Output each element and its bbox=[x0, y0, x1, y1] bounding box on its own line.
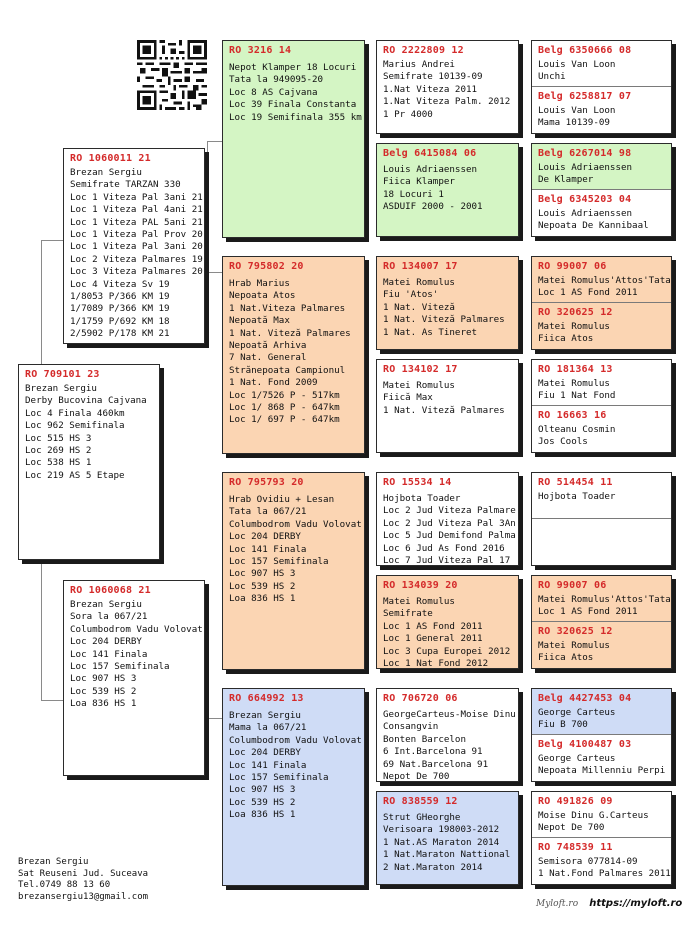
ring-number: RO 16663 16 bbox=[538, 410, 607, 421]
card-line: Fiu 1 Nat Fond bbox=[538, 390, 616, 402]
pedigree-entry-gen5-16[interactable] bbox=[532, 838, 671, 881]
card-lines bbox=[377, 704, 518, 782]
card-line: 1 Pr 4000 bbox=[383, 108, 433, 120]
card-line: Loc 6 Jud As Fond 2016 bbox=[383, 542, 505, 554]
card-lines bbox=[532, 637, 671, 665]
card-line: 1 Nat. Viteză bbox=[383, 301, 455, 313]
card-line: GeorgeCarteus-Moise Dinu bbox=[383, 709, 516, 720]
card-line: George Carteus bbox=[538, 753, 616, 764]
pedigree-card-gen5-pair-1[interactable] bbox=[531, 40, 672, 134]
card-line: 1 Nat. Viteză Palmares bbox=[229, 327, 351, 339]
card-line: 1.Nat Viteza Palm. 2012 bbox=[383, 96, 511, 108]
card-line: Loc 1 Viteza Pal 4ani 21 bbox=[70, 204, 203, 216]
ring-number: RO 134007 17 bbox=[383, 261, 458, 272]
card-line: Nepot Klamper 18 Locuri bbox=[229, 62, 357, 73]
card-line: Loc 1 Viteza PAL 5ani 21 bbox=[70, 216, 203, 228]
card-lines bbox=[223, 704, 364, 822]
ring-number: Belg 6258817 07 bbox=[538, 91, 632, 102]
card-line: Columbodrom Vadu Volovat bbox=[229, 734, 362, 746]
card-line: Loc 1/ 697 P - 647km bbox=[229, 414, 340, 426]
qr-code-icon bbox=[137, 40, 207, 110]
pedigree-card-gen4-8[interactable] bbox=[376, 791, 519, 885]
pedigree-card-sire[interactable] bbox=[63, 148, 205, 344]
card-line: Loc 1 Viteza Pal Prov 20 bbox=[70, 229, 203, 241]
connector-line bbox=[207, 141, 208, 201]
pedigree-card-gen4-3[interactable] bbox=[376, 256, 519, 350]
card-line: Loc 1 Nat Fond 2012 bbox=[383, 658, 489, 669]
card-lines bbox=[532, 591, 671, 619]
card-lines bbox=[377, 159, 518, 214]
connector-line bbox=[207, 272, 223, 273]
card-lines bbox=[532, 704, 671, 732]
card-line: Tata la 067/21 bbox=[229, 506, 307, 518]
pedigree-entry-gen5-12[interactable] bbox=[532, 622, 671, 665]
pedigree-card-gen5-pair-6[interactable] bbox=[531, 575, 672, 669]
pedigree-entry-gen5-13[interactable] bbox=[532, 689, 671, 732]
card-line: Loc 1 Viteza Pal 3ani 20 bbox=[70, 241, 203, 253]
card-line: Unchi bbox=[538, 71, 566, 83]
card-line: 1 Nat. Fond 2009 bbox=[229, 377, 318, 389]
card-line: Fiica Atos bbox=[538, 333, 594, 345]
card-lines bbox=[223, 272, 364, 427]
card-line: Brezan Sergiu bbox=[229, 710, 301, 721]
card-line: 6 Int.Barcelona 91 bbox=[383, 746, 483, 758]
ring-number: RO 664992 13 bbox=[229, 693, 304, 704]
card-line: Nepoată Arhiva bbox=[229, 340, 307, 352]
card-line: Brezan Sergiu bbox=[25, 383, 97, 394]
card-line: Hojbota Toader bbox=[538, 491, 616, 502]
card-line: Loc 907 HS 3 bbox=[70, 673, 137, 685]
card-line: Mama 10139-09 bbox=[538, 117, 610, 129]
card-line: Loc 2 Jud Viteza Pal 3An bbox=[383, 517, 516, 529]
card-line: Loc 4 Finala 460km bbox=[25, 407, 125, 419]
card-line: Verisoara 198003-2012 bbox=[383, 824, 500, 836]
pedigree-entry-gen5-15[interactable] bbox=[532, 792, 671, 835]
ring-number: RO 709101 23 bbox=[25, 369, 100, 380]
card-line: Semifrate TARZAN 330 bbox=[70, 179, 181, 191]
ring-number: RO 795793 20 bbox=[229, 477, 304, 488]
ring-number: RO 320625 12 bbox=[538, 307, 613, 318]
card-line: Loc 7 Jud Viteza Pal 17 bbox=[383, 555, 511, 566]
ring-number: RO 491826 09 bbox=[538, 796, 613, 807]
ring-number: RO 2222809 12 bbox=[383, 45, 464, 56]
card-line: Mama la 067/21 bbox=[229, 722, 307, 734]
card-lines bbox=[64, 596, 204, 711]
pedigree-card-gen4-2[interactable] bbox=[376, 143, 519, 237]
owner-email[interactable]: brezansergiu13@gmail.com bbox=[18, 891, 149, 902]
card-line: 2/5902 P/178 KM 21 bbox=[70, 328, 170, 340]
ring-number: RO 3216 14 bbox=[229, 45, 292, 56]
card-line: Loc 515 HS 3 bbox=[25, 432, 92, 444]
card-line: Loc 19 Semifinala 355 km bbox=[229, 111, 362, 123]
card-line: ASDUIF 2000 - 2001 bbox=[383, 201, 483, 213]
pedigree-entry-gen5-1[interactable] bbox=[532, 41, 671, 84]
card-lines bbox=[223, 488, 364, 606]
card-line: Loc 2 Viteza Palmares 19 bbox=[70, 253, 203, 265]
pedigree-entry-gen5-2[interactable] bbox=[532, 87, 671, 130]
card-line: Loc 1/7526 P - 517km bbox=[229, 389, 340, 401]
ring-number: RO 706720 06 bbox=[383, 693, 458, 704]
card-line: 1/1759 P/692 KM 18 bbox=[70, 315, 170, 327]
card-lines bbox=[377, 807, 518, 874]
card-line: Loc 1 General 2011 bbox=[383, 633, 483, 645]
card-line: Nepot De 700 bbox=[538, 822, 605, 834]
pedigree-entry-gen5-10[interactable] bbox=[532, 519, 671, 523]
card-line: Derby Bucovina Cajvana bbox=[25, 395, 147, 407]
card-lines bbox=[532, 807, 671, 835]
ring-number: RO 134102 17 bbox=[383, 364, 458, 375]
card-line: 1 Nat.AS Maraton 2014 bbox=[383, 836, 500, 848]
pedigree-card-gen3-1[interactable] bbox=[222, 40, 365, 238]
card-line: 1 Nat.Viteza Palmares bbox=[229, 302, 346, 314]
ring-number bbox=[532, 519, 671, 523]
card-line: Loc 39 Finala Constanta bbox=[229, 99, 357, 111]
pedigree-entry-gen5-6[interactable] bbox=[532, 303, 671, 346]
card-line: 1 Nat.Fond Palmares 2011 bbox=[538, 868, 671, 880]
pedigree-card-gen4-6[interactable] bbox=[376, 575, 519, 669]
card-line: Matei Romulus bbox=[383, 596, 455, 607]
pedigree-card-gen4-4[interactable] bbox=[376, 359, 519, 453]
card-line: Nepoata De Kannibaal bbox=[538, 220, 649, 232]
pedigree-card-gen3-2[interactable] bbox=[222, 256, 365, 454]
card-line: 7 Nat. General bbox=[229, 352, 307, 364]
connector-line bbox=[207, 718, 223, 719]
card-line: Loc 1 AS Fond 2011 bbox=[538, 606, 638, 618]
card-lines bbox=[377, 375, 518, 417]
card-line: Semifrate bbox=[383, 608, 433, 620]
card-line: De Klamper bbox=[538, 174, 594, 186]
card-line: Fiica Klamper bbox=[383, 176, 455, 188]
card-lines bbox=[64, 164, 204, 341]
connector-line bbox=[41, 560, 42, 580]
pedigree-entry-gen5-14[interactable] bbox=[532, 735, 671, 782]
card-line: Louis Adriaenssen bbox=[538, 162, 633, 173]
card-line: Loc 539 HS 2 bbox=[229, 580, 296, 592]
card-line: Matei Romulus bbox=[383, 277, 455, 288]
card-line: Loc 141 Finala bbox=[229, 759, 307, 771]
card-line: Matei Romulus bbox=[538, 640, 610, 651]
connector-line bbox=[41, 580, 42, 700]
card-lines bbox=[532, 159, 671, 187]
card-lines bbox=[532, 205, 671, 233]
card-line: Fiu 'Atos' bbox=[383, 289, 439, 301]
card-line: Matei Romulus'Attos'Tata bbox=[538, 275, 671, 286]
pedigree-entry-gen5-3[interactable] bbox=[532, 144, 671, 189]
card-line: Loc 3 Viteza Palmares 20 bbox=[70, 266, 203, 278]
card-line: Nepoata Atos bbox=[229, 290, 296, 302]
card-line: Loc 157 Semifinala bbox=[70, 661, 170, 673]
card-line: Semifrate 10139-09 bbox=[383, 71, 483, 83]
card-line: Loc 141 Finala bbox=[229, 543, 307, 555]
card-line: Fiică Max bbox=[383, 392, 433, 404]
card-line: Loc 219 AS 5 Etape bbox=[25, 469, 125, 481]
card-line: Fiu B 700 bbox=[538, 719, 588, 731]
card-line: Loc 3 Cupa Europei 2012 bbox=[383, 645, 511, 657]
card-line: Loc 538 HS 1 bbox=[25, 457, 92, 469]
pedigree-entry-gen5-9[interactable] bbox=[532, 473, 671, 503]
card-line: 1 Nat. Viteză Palmares bbox=[383, 404, 505, 416]
pedigree-entry-gen5-11[interactable] bbox=[532, 576, 671, 619]
connector-line bbox=[207, 141, 223, 142]
card-line: Loc 907 HS 3 bbox=[229, 568, 296, 580]
pedigree-card-gen4-1[interactable] bbox=[376, 40, 519, 134]
card-line: Loc 4 Viteza Sv 19 bbox=[70, 278, 170, 290]
card-line: Strut GHeorghe bbox=[383, 812, 461, 823]
card-line: Loc 539 HS 2 bbox=[70, 685, 137, 697]
pedigree-card-gen4-7[interactable] bbox=[376, 688, 519, 782]
ring-number: RO 134039 20 bbox=[383, 580, 458, 591]
card-line: Loc 8 AS Cajvana bbox=[229, 86, 318, 98]
card-line: 1/7089 P/366 KM 19 bbox=[70, 303, 170, 315]
card-line: Hrab Ovidiu + Lesan bbox=[229, 494, 335, 505]
card-line: Loa 836 HS 1 bbox=[229, 809, 296, 821]
pedigree-card-dam[interactable] bbox=[63, 580, 205, 776]
card-lines bbox=[19, 380, 159, 482]
card-lines bbox=[532, 853, 671, 881]
card-line: 1 Nat. Viteză Palmares bbox=[383, 314, 505, 326]
ring-number: RO 99007 06 bbox=[538, 261, 607, 272]
card-line: Matei Romulus'Attos'Tata bbox=[538, 594, 671, 605]
card-line: Loc 1 AS Fond 2011 bbox=[538, 287, 638, 299]
card-line: Olteanu Cosmin bbox=[538, 424, 616, 435]
card-line: 1.Nat Viteza 2011 bbox=[383, 83, 478, 95]
owner-phone: Tel.0749 88 13 60 bbox=[18, 880, 111, 890]
card-line: Loa 836 HS 1 bbox=[229, 593, 296, 605]
ring-number: Belg 6345203 04 bbox=[538, 194, 632, 205]
card-line: Jos Cools bbox=[538, 436, 588, 448]
pedigree-card-gen5-pair-2[interactable] bbox=[531, 143, 672, 237]
ring-number: RO 1060068 21 bbox=[70, 585, 151, 596]
ring-number: RO 838559 12 bbox=[383, 796, 458, 807]
ring-number: RO 181364 13 bbox=[538, 364, 613, 375]
card-lines bbox=[532, 750, 671, 778]
card-line: Loc 157 Semifinala bbox=[229, 556, 329, 568]
card-line: Matei Romulus bbox=[383, 380, 455, 391]
card-line: Nepoată Max bbox=[229, 315, 290, 327]
card-line: Matei Romulus bbox=[538, 321, 610, 332]
ring-number: RO 320625 12 bbox=[538, 626, 613, 637]
card-line: Tata la 949095-20 bbox=[229, 74, 324, 86]
site-url-link[interactable]: https://myloft.ro bbox=[589, 898, 683, 909]
card-lines bbox=[223, 56, 364, 124]
owner-name: Brezan Sergiu bbox=[18, 857, 89, 867]
card-line: Matei Romulus bbox=[538, 378, 610, 389]
ring-number: Belg 6350666 08 bbox=[538, 45, 632, 56]
card-line: Brezan Sergiu bbox=[70, 167, 142, 178]
card-line: Columbodrom Vadu Volovat bbox=[70, 623, 203, 635]
card-line: Loc 204 DERBY bbox=[70, 636, 142, 648]
card-line: Hrab Marius bbox=[229, 278, 290, 289]
card-lines bbox=[532, 375, 671, 403]
pedigree-card-gen4-5[interactable] bbox=[376, 472, 519, 566]
card-line: Fiica Atos bbox=[538, 652, 594, 664]
ring-number: Belg 4100487 03 bbox=[538, 739, 632, 750]
card-lines bbox=[377, 56, 518, 121]
card-line: 69 Nat.Barcelona 91 bbox=[383, 758, 489, 770]
card-line: 1 Nat.Maraton Nattional bbox=[383, 849, 511, 861]
pedigree-card-gen5-pair-5[interactable] bbox=[531, 472, 672, 566]
card-line: Nepot De 700 bbox=[383, 771, 450, 782]
connector-line bbox=[41, 240, 42, 368]
card-line: Loc 269 HS 2 bbox=[25, 445, 92, 457]
card-lines bbox=[377, 591, 518, 669]
card-line: Loc 204 DERBY bbox=[229, 531, 301, 543]
site-watermark bbox=[536, 891, 682, 910]
card-line: Sora la 067/21 bbox=[70, 611, 148, 623]
ring-number: RO 514454 11 bbox=[538, 477, 613, 488]
pedigree-card-gen3-4[interactable] bbox=[222, 688, 365, 886]
card-line: 1 Nat. As Tineret bbox=[383, 326, 478, 338]
connector-line bbox=[207, 610, 208, 620]
card-line: Marius Andrei bbox=[383, 59, 455, 70]
card-line: Loc 1 AS Fond 2011 bbox=[383, 620, 483, 632]
card-line: Moise Dinu G.Carteus bbox=[538, 810, 649, 821]
card-lines bbox=[532, 488, 671, 503]
card-line: Loc 2 Jud Viteza Palmare bbox=[383, 505, 516, 517]
card-line: Bonten Barcelon bbox=[383, 733, 466, 745]
card-line: 18 Locuri 1 bbox=[383, 188, 444, 200]
card-line: Columbodrom Vadu Volovat bbox=[229, 518, 362, 530]
card-line: George Carteus bbox=[538, 707, 616, 718]
pedigree-card-gen5-pair-4[interactable] bbox=[531, 359, 672, 453]
card-lines bbox=[532, 421, 671, 449]
card-lines bbox=[377, 272, 518, 339]
card-line: Louis Adriaenssen bbox=[383, 164, 478, 175]
card-line: Loc 539 HS 2 bbox=[229, 796, 296, 808]
pedigree-entry-gen5-8[interactable] bbox=[532, 406, 671, 449]
ring-number: Belg 4427453 04 bbox=[538, 693, 632, 704]
card-lines bbox=[532, 272, 671, 300]
pedigree-card-gen5-pair-3[interactable] bbox=[531, 256, 672, 350]
ring-number: Belg 6267014 98 bbox=[538, 148, 632, 159]
ring-number: RO 15534 14 bbox=[383, 477, 452, 488]
card-line: Loc 1 Viteza Pal 3ani 21 bbox=[70, 191, 203, 203]
card-lines bbox=[377, 488, 518, 566]
card-line: 1/8053 P/366 KM 19 bbox=[70, 291, 170, 303]
ring-number: RO 99007 06 bbox=[538, 580, 607, 591]
card-line: Loc 141 Finala bbox=[70, 648, 148, 660]
card-line: Loa 836 HS 1 bbox=[70, 698, 137, 710]
card-lines bbox=[532, 102, 671, 130]
card-line: Brezan Sergiu bbox=[70, 599, 142, 610]
card-line: Loc 962 Semifinala bbox=[25, 420, 125, 432]
pedigree-entry-gen5-4[interactable] bbox=[532, 190, 671, 233]
site-logo: Myloft.ro bbox=[536, 899, 579, 909]
card-line: Loc 204 DERBY bbox=[229, 747, 301, 759]
card-line: Louis Van Loon bbox=[538, 105, 616, 116]
pedigree-card-subject[interactable] bbox=[18, 364, 160, 560]
card-line: Hojbota Toader bbox=[383, 493, 461, 504]
pedigree-entry-gen5-7[interactable] bbox=[532, 360, 671, 403]
pedigree-entry-gen5-5[interactable] bbox=[532, 257, 671, 300]
card-line: Louis Van Loon bbox=[538, 59, 616, 70]
card-line: 2 Nat.Maraton 2014 bbox=[383, 861, 483, 873]
card-line: Semisora 077814-09 bbox=[538, 856, 638, 867]
card-lines bbox=[532, 56, 671, 84]
card-line: Louis Adriaenssen bbox=[538, 208, 633, 219]
ring-number: RO 748539 11 bbox=[538, 842, 613, 853]
ring-number: RO 795802 20 bbox=[229, 261, 304, 272]
card-line: Loc 157 Semifinala bbox=[229, 772, 329, 784]
owner-contact bbox=[18, 857, 148, 903]
pedigree-card-gen5-pair-8[interactable] bbox=[531, 791, 672, 885]
card-line: Loc 1/ 868 P - 647km bbox=[229, 402, 340, 414]
card-line: Strănepoata Campionul bbox=[229, 364, 346, 376]
card-line: Loc 907 HS 3 bbox=[229, 784, 296, 796]
pedigree-card-gen3-3[interactable] bbox=[222, 472, 365, 670]
card-line: Consangvin bbox=[383, 721, 439, 733]
pedigree-card-gen5-pair-7[interactable] bbox=[531, 688, 672, 782]
card-line: Loc 5 Jud Demifond Palma bbox=[383, 530, 516, 542]
card-lines bbox=[532, 318, 671, 346]
ring-number: RO 1060011 21 bbox=[70, 153, 151, 164]
ring-number: Belg 6415084 06 bbox=[383, 148, 477, 159]
owner-address: Sat Reuseni Jud. Suceava bbox=[18, 868, 149, 879]
card-line: Nepoata Millenniu Perpi bbox=[538, 765, 666, 777]
